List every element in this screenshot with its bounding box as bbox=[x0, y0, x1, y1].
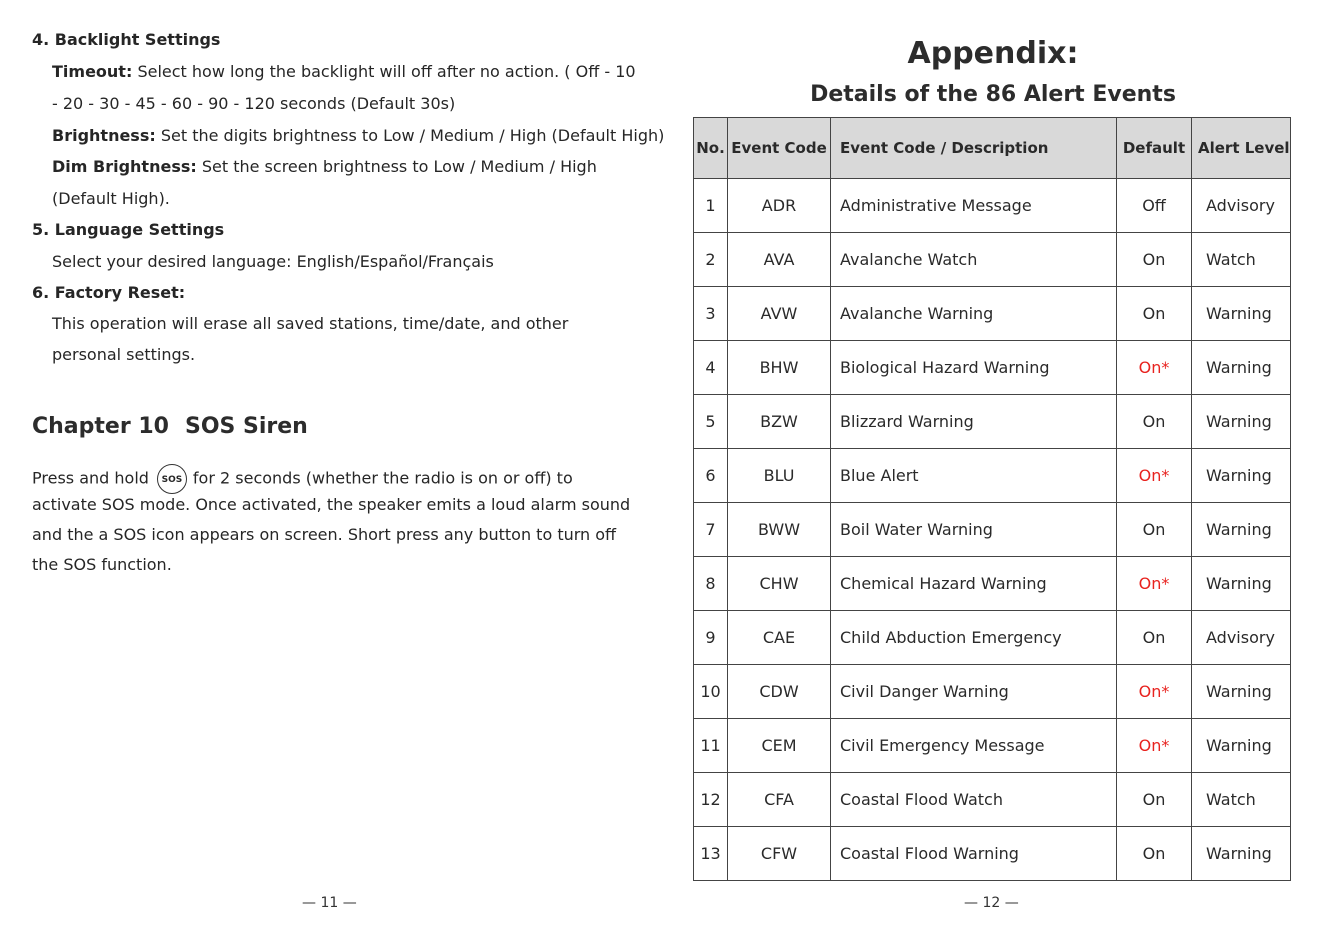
cell-description: Boil Water Warning bbox=[831, 503, 1117, 557]
cell-description: Avalanche Warning bbox=[831, 287, 1117, 341]
cell-alert-level: Warning bbox=[1192, 827, 1291, 881]
cell-alert-level: Watch bbox=[1192, 773, 1291, 827]
backlight-heading: 4. Backlight Settings bbox=[32, 30, 221, 49]
cell-event-code: CDW bbox=[728, 665, 831, 719]
cell-default: On* bbox=[1117, 341, 1192, 395]
cell-default: On* bbox=[1117, 719, 1192, 773]
cell-description: Biological Hazard Warning bbox=[831, 341, 1117, 395]
cell-default: On* bbox=[1117, 557, 1192, 611]
cell-default: On bbox=[1117, 287, 1192, 341]
alert-events-table bbox=[693, 117, 1291, 881]
table-row bbox=[694, 395, 1291, 449]
right-page bbox=[662, 0, 1324, 936]
table-row bbox=[694, 773, 1291, 827]
chapter-number: Chapter 10 bbox=[32, 414, 169, 439]
factory-reset-text-2: personal settings. bbox=[52, 345, 196, 364]
cell-event-code: ADR bbox=[728, 179, 831, 233]
table-row bbox=[694, 611, 1291, 665]
timeout-label: Timeout: bbox=[52, 62, 133, 81]
header-event-code: Event Code bbox=[728, 118, 831, 179]
cell-event-code: BLU bbox=[728, 449, 831, 503]
cell-default: On bbox=[1117, 773, 1192, 827]
cell-no: 4 bbox=[694, 341, 728, 395]
cell-no: 9 bbox=[694, 611, 728, 665]
cell-alert-level: Advisory bbox=[1192, 611, 1291, 665]
cell-no: 5 bbox=[694, 395, 728, 449]
brightness-label: Brightness: bbox=[52, 126, 156, 145]
cell-alert-level: Advisory bbox=[1192, 179, 1291, 233]
cell-no: 2 bbox=[694, 233, 728, 287]
cell-default: On bbox=[1117, 611, 1192, 665]
cell-event-code: AVW bbox=[728, 287, 831, 341]
cell-default: On* bbox=[1117, 665, 1192, 719]
cell-description: Administrative Message bbox=[831, 179, 1117, 233]
cell-no: 11 bbox=[694, 719, 728, 773]
cell-default: On bbox=[1117, 395, 1192, 449]
appendix-title: Appendix: bbox=[907, 36, 1079, 71]
dim-brightness-text: Set the screen brightness to Low / Medium / High bbox=[196, 157, 597, 176]
cell-default: On bbox=[1117, 503, 1192, 557]
cell-description: Child Abduction Emergency bbox=[831, 611, 1117, 665]
cell-event-code: CHW bbox=[728, 557, 831, 611]
cell-event-code: AVA bbox=[728, 233, 831, 287]
table-row bbox=[694, 341, 1291, 395]
table-row bbox=[694, 557, 1291, 611]
cell-description: Blue Alert bbox=[831, 449, 1117, 503]
table-row bbox=[694, 719, 1291, 773]
table-row bbox=[694, 665, 1291, 719]
cell-description: Blizzard Warning bbox=[831, 395, 1117, 449]
cell-description: Coastal Flood Watch bbox=[831, 773, 1117, 827]
cell-alert-level: Warning bbox=[1192, 665, 1291, 719]
cell-no: 8 bbox=[694, 557, 728, 611]
chapter-title: SOS Siren bbox=[184, 414, 308, 439]
brightness-line bbox=[52, 126, 664, 146]
cell-event-code: CFW bbox=[728, 827, 831, 881]
cell-no: 13 bbox=[694, 827, 728, 881]
timeout-text: Select how long the backlight will off after no action. ( Off - 10 bbox=[132, 62, 636, 81]
cell-event-code: BHW bbox=[728, 341, 831, 395]
factory-reset-heading: 6. Factory Reset: bbox=[32, 283, 186, 302]
cell-event-code: CEM bbox=[728, 719, 831, 773]
cell-event-code: CAE bbox=[728, 611, 831, 665]
cell-description: Civil Emergency Message bbox=[831, 719, 1117, 773]
table-row bbox=[694, 449, 1291, 503]
cell-no: 10 bbox=[694, 665, 728, 719]
cell-event-code: BWW bbox=[728, 503, 831, 557]
cell-description: Coastal Flood Warning bbox=[831, 827, 1117, 881]
sos-line-2: activate SOS mode. Once activated, the speaker emits a loud alarm sound bbox=[32, 495, 631, 514]
cell-default: On bbox=[1117, 827, 1192, 881]
header-description: Event Code / Description bbox=[831, 118, 1117, 179]
header-alert-level: Alert Level bbox=[1192, 118, 1291, 179]
page-number-left: — 11 — bbox=[302, 895, 357, 911]
dim-brightness-label: Dim Brightness: bbox=[52, 157, 197, 176]
cell-alert-level: Warning bbox=[1192, 503, 1291, 557]
sos-line-1 bbox=[32, 464, 573, 494]
language-heading: 5. Language Settings bbox=[32, 220, 225, 239]
cell-description: Avalanche Watch bbox=[831, 233, 1117, 287]
dim-brightness-default: (Default High). bbox=[52, 189, 170, 208]
sos-line-4: the SOS function. bbox=[32, 555, 172, 574]
table-row bbox=[694, 179, 1291, 233]
cell-alert-level: Warning bbox=[1192, 287, 1291, 341]
cell-event-code: BZW bbox=[728, 395, 831, 449]
cell-default: On* bbox=[1117, 449, 1192, 503]
language-text: Select your desired language: English/Español/Français bbox=[52, 252, 494, 271]
sos-line-3: and the a SOS icon appears on screen. Short press any button to turn off bbox=[32, 525, 617, 544]
table-row bbox=[694, 503, 1291, 557]
cell-default: Off bbox=[1117, 179, 1192, 233]
sos-button-icon: SOS bbox=[157, 464, 187, 494]
header-no: No. bbox=[694, 118, 728, 179]
table-row bbox=[694, 287, 1291, 341]
cell-alert-level: Warning bbox=[1192, 719, 1291, 773]
appendix-subtitle: Details of the 86 Alert Events bbox=[810, 82, 1176, 107]
cell-alert-level: Warning bbox=[1192, 557, 1291, 611]
brightness-text: Set the digits brightness to Low / Medium / High (Default High) bbox=[155, 126, 665, 145]
timeout-values: - 20 - 30 - 45 - 60 - 90 - 120 seconds (Default 30s) bbox=[52, 94, 456, 113]
chapter-heading bbox=[32, 414, 324, 439]
table-row bbox=[694, 233, 1291, 287]
sos-text-after: for 2 seconds (whether the radio is on or off) to bbox=[192, 468, 573, 488]
cell-description: Civil Danger Warning bbox=[831, 665, 1117, 719]
page-number-right: — 12 — bbox=[964, 895, 1019, 911]
cell-no: 12 bbox=[694, 773, 728, 827]
cell-alert-level: Warning bbox=[1192, 395, 1291, 449]
timeout-line bbox=[52, 62, 636, 82]
cell-no: 3 bbox=[694, 287, 728, 341]
table-header-row bbox=[694, 118, 1291, 179]
table-row bbox=[694, 827, 1291, 881]
cell-alert-level: Warning bbox=[1192, 449, 1291, 503]
cell-no: 7 bbox=[694, 503, 728, 557]
cell-description: Chemical Hazard Warning bbox=[831, 557, 1117, 611]
cell-event-code: CFA bbox=[728, 773, 831, 827]
dim-brightness-line bbox=[52, 157, 597, 177]
cell-alert-level: Watch bbox=[1192, 233, 1291, 287]
cell-alert-level: Warning bbox=[1192, 341, 1291, 395]
cell-default: On bbox=[1117, 233, 1192, 287]
cell-no: 6 bbox=[694, 449, 728, 503]
cell-no: 1 bbox=[694, 179, 728, 233]
header-default: Default bbox=[1117, 118, 1192, 179]
sos-text-before: Press and hold bbox=[32, 468, 149, 488]
factory-reset-text-1: This operation will erase all saved stations, time/date, and other bbox=[52, 314, 569, 333]
